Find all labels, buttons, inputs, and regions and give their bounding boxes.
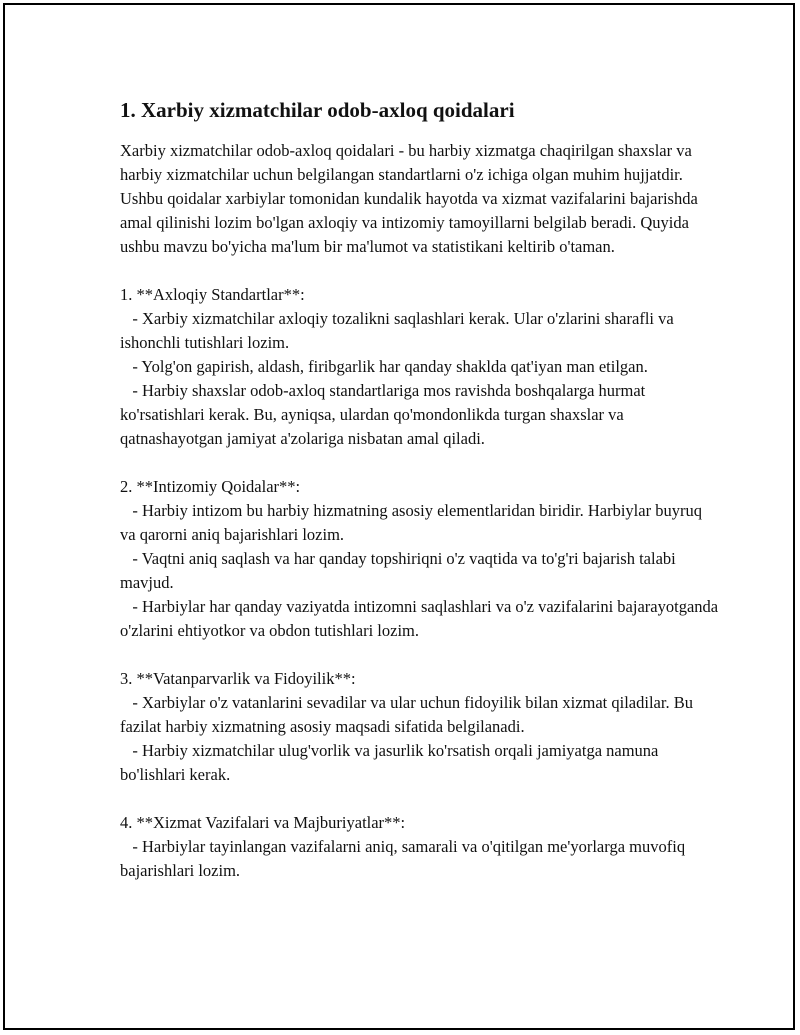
section-heading: 3. **Vatanparvarlik va Fidoyilik**: [120,669,356,688]
bullet-item: - Vaqtni aniq saqlash va har qanday topshiriqni o'z vaqtida va to'g'ri bajarish talabi mavjud. [120,549,680,592]
bullet-item: - Xarbiylar o'z vatanlarini sevadilar va ular uchun fidoyilik bilan xizmat qiladilar. Bu fazilat harbiy xizmatning asosiy maqsadi sifatida belgilanadi. [120,693,698,736]
page-frame [3,3,795,1030]
section-heading: 1. **Axloqiy Standartlar**: [120,285,305,304]
bullet-item: - Xarbiy xizmatchilar axloqiy tozalikni saqlashlari kerak. Ular o'zlarini sharafli va ishonchli tutishlari lozim. [120,309,678,352]
section-heading: 2. **Intizomiy Qoidalar**: [120,477,301,496]
intro-paragraph: Xarbiy xizmatchilar odob-axloq qoidalari - bu harbiy xizmatga chaqirilgan shaxslar va harbiy xizmatchilar uchun belgilangan standartlarni o'z ichiga olgan muhim hujjatdir. Ushbu qoidalar xarbiylar tomonidan kundalik hayotda va xizmat vazifalarini bajarishda amal qilinishi lozim bo'lgan axloqiy va intizomiy tamoyillarni belgilab beradi. Quyida ushbu mavzu bo'yicha ma'lum bir ma'lumot va statistikani keltirib o'taman. [120,141,698,256]
bullet-item: - Yolg'on gapirish, aldash, firibgarlik har qanday shaklda qat'iyan man etilgan. [132,357,648,376]
document-title: 1. Xarbiy xizmatchilar odob-axloq qoidalari [120,98,515,122]
section-intizomiy-qoidalar [120,475,723,643]
section-vatanparvarlik [120,667,720,787]
bullet-item: - Harbiy shaxslar odob-axloq standartlariga mos ravishda boshqalarga hurmat ko'rsatishlari kerak. Bu, ayniqsa, ulardan qo'mondonlikda turgan shaxslar va qatnashayotgan jamiyat a'zolariga nisbatan amal qiladi. [120,381,650,448]
section-xizmat-vazifalari [120,811,720,883]
section-heading: 4. **Xizmat Vazifalari va Majburiyatlar**: [120,813,406,832]
bullet-item: - Harbiy intizom bu harbiy hizmatning asosiy elementlaridan biridir. Harbiylar buyruq va qarorni aniq bajarishlari lozim. [120,501,707,544]
bullet-item: - Harbiylar tayinlangan vazifalarni aniq, samarali va o'qitilgan me'yorlarga muvofiq bajarishlari lozim. [120,837,690,880]
document-body [120,95,723,883]
section-axloqiy-standartlar [120,283,720,451]
bullet-item: - Harbiy xizmatchilar ulug'vorlik va jasurlik ko'rsatish orqali jamiyatga namuna bo'lishlari kerak. [120,741,663,784]
bullet-item: - Harbiylar har qanday vaziyatda intizomni saqlashlari va o'z vazifalarini bajarayotganda o'zlarini ehtiyotkor va obdon tutishlari lozim. [120,597,723,640]
